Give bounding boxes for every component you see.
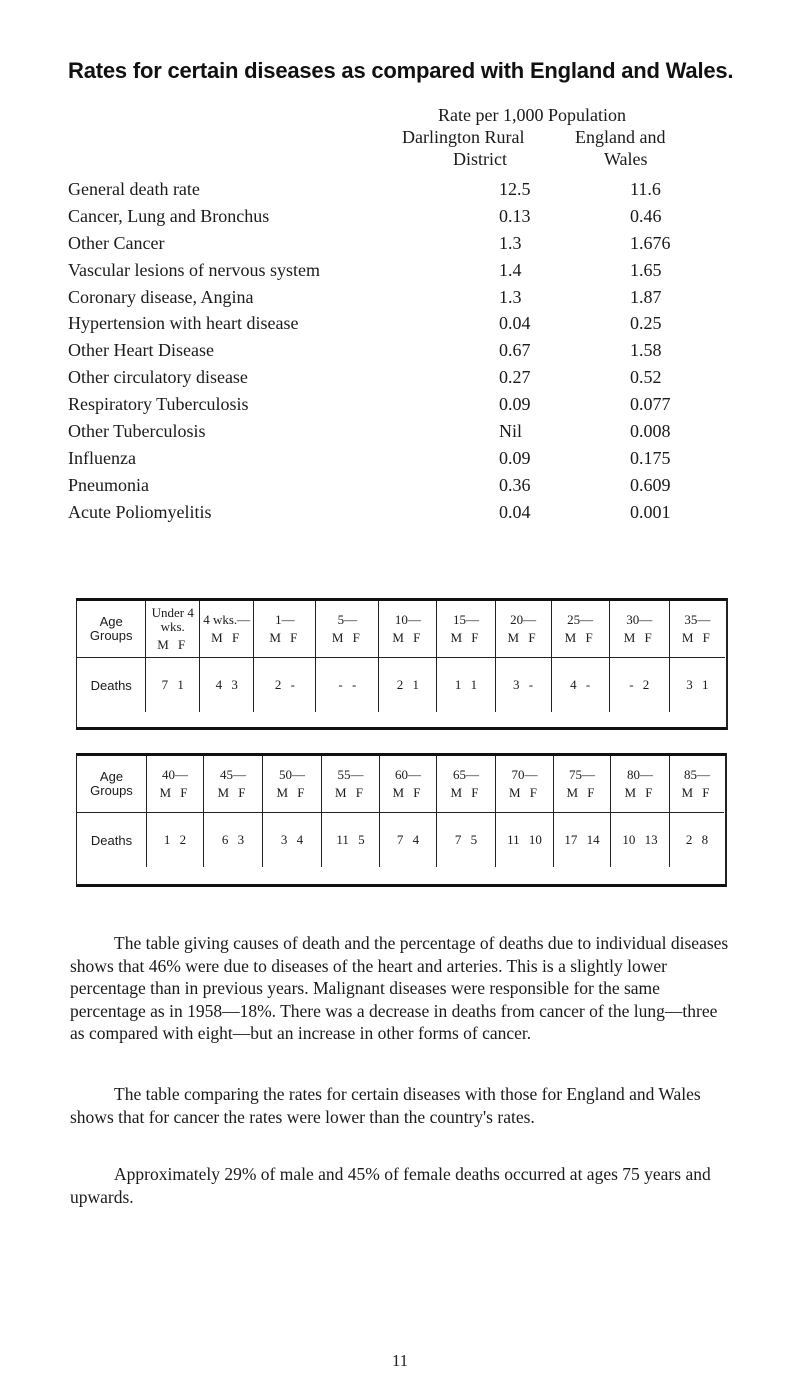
age-group-cell xyxy=(551,601,609,658)
rate-label: Other Heart Disease xyxy=(68,340,214,361)
sex-label: M F xyxy=(624,785,656,800)
rate-label: Hypertension with heart disease xyxy=(68,313,299,334)
age-groups-header: Age Groups xyxy=(90,769,133,798)
deaths-cell: 1 1 xyxy=(437,658,495,713)
deaths-header: Deaths xyxy=(77,658,146,713)
rate-row xyxy=(68,233,728,260)
col-darlington-line1: Darlington Rural xyxy=(402,127,525,147)
england-rate: 0.25 xyxy=(630,313,662,334)
sex-label: M F xyxy=(392,785,424,800)
darlington-rate: 1.3 xyxy=(499,232,522,253)
rate-row xyxy=(68,502,728,529)
sex-label: M F xyxy=(564,630,596,645)
sex-label: M F xyxy=(211,630,243,645)
deaths-header: Deaths xyxy=(77,813,147,868)
deaths-cell: 3 - xyxy=(495,658,551,713)
sex-label: M F xyxy=(334,785,367,800)
age-group-label: 20— xyxy=(510,612,537,627)
darlington-rate: 0.36 xyxy=(499,474,531,495)
sex-label: M F xyxy=(566,785,598,800)
rate-label: Acute Poliomyelitis xyxy=(68,501,212,522)
deaths-cell: 7 5 xyxy=(437,813,496,868)
age-group-label: 15— xyxy=(452,612,479,627)
age-group-cell xyxy=(611,756,670,813)
rate-label: Vascular lesions of nervous system xyxy=(68,259,320,280)
page-number: 11 xyxy=(391,1351,409,1370)
england-rate: 0.52 xyxy=(630,367,662,388)
col-england-line2: Wales xyxy=(604,149,648,169)
rate-label: Other Cancer xyxy=(68,232,165,253)
age-group-cell xyxy=(437,756,496,813)
rate-row xyxy=(68,394,728,421)
age-group-cell xyxy=(254,601,316,658)
age-group-cell xyxy=(316,601,379,658)
age-group-label: 45— xyxy=(220,767,246,782)
sex-label: M F xyxy=(507,630,539,645)
age-table-1 xyxy=(77,601,725,712)
col-england-line1: England and xyxy=(575,127,666,147)
rate-row xyxy=(68,367,728,394)
age-group-label: 40— xyxy=(162,767,188,782)
age-group-label: 10— xyxy=(394,612,421,627)
sex-label: M F xyxy=(159,785,191,800)
age-group-label: 55— xyxy=(337,767,364,782)
age-table-2 xyxy=(77,756,724,867)
england-rate: 0.46 xyxy=(630,205,662,226)
deaths-cell: 2 8 xyxy=(670,813,725,868)
england-rate: 0.609 xyxy=(630,474,671,495)
rate-row xyxy=(68,448,728,475)
rate-row xyxy=(68,421,728,448)
sex-label: M F xyxy=(157,637,189,652)
england-rate: 0.175 xyxy=(630,447,671,468)
age-group-cell xyxy=(204,756,263,813)
rate-label: Other circulatory disease xyxy=(68,367,248,388)
paragraph-3: Approximately 29% of male and 45% of female deaths occurred at ages 75 years and upwards. xyxy=(70,1164,711,1207)
england-rate: 11.6 xyxy=(630,179,661,199)
sex-label: M F xyxy=(217,785,249,800)
age-group-cell xyxy=(609,601,669,658)
age-group-label: 60— xyxy=(395,767,421,782)
darlington-rate: 12.5 xyxy=(499,179,531,199)
rate-row xyxy=(68,179,728,206)
age-group-label: 65— xyxy=(453,767,479,782)
darlington-rate: 0.09 xyxy=(499,447,531,468)
deaths-cell: 6 3 xyxy=(204,813,263,868)
paragraph-2: The table comparing the rates for certain diseases with those for England and Wales shows that for cancer the rates were lower than the country's rates. xyxy=(70,1084,701,1127)
darlington-rate: 0.67 xyxy=(499,340,531,361)
rate-row xyxy=(68,475,728,502)
rate-label: Cancer, Lung and Bronchus xyxy=(68,205,270,226)
sex-label: M F xyxy=(508,785,541,800)
age-group-label: 70— xyxy=(511,767,538,782)
deaths-cell: - - xyxy=(316,658,379,713)
darlington-rate: 0.09 xyxy=(499,394,531,415)
england-rate: 0.001 xyxy=(630,501,671,522)
sex-label: M F xyxy=(681,630,713,645)
darlington-rate: 0.13 xyxy=(499,205,531,226)
sex-label: M F xyxy=(681,785,713,800)
rate-label: Influenza xyxy=(68,447,136,468)
age-group-label: 4 wks.— xyxy=(203,612,251,627)
deaths-cell: 10 13 xyxy=(611,813,670,868)
age-group-cell xyxy=(670,756,725,813)
england-rate: 1.87 xyxy=(630,286,662,307)
rate-row xyxy=(68,340,728,367)
age-group-cell xyxy=(322,756,380,813)
sex-label: M F xyxy=(450,630,482,645)
age-group-cell xyxy=(437,601,495,658)
rate-label: Coronary disease, Angina xyxy=(68,286,254,307)
age-group-cell xyxy=(200,601,254,658)
deaths-cell: 3 1 xyxy=(669,658,725,713)
deaths-cell: 7 4 xyxy=(380,813,437,868)
age-group-cell xyxy=(495,601,551,658)
age-group-label: 50— xyxy=(279,767,305,782)
age-group-cell xyxy=(496,756,554,813)
rate-row xyxy=(68,260,728,287)
england-rate: 0.077 xyxy=(630,394,671,415)
age-groups-header: Age Groups xyxy=(89,614,133,643)
age-group-label: 85— xyxy=(684,767,710,782)
england-rate: 1.676 xyxy=(630,232,671,253)
age-group-label: 1— xyxy=(275,612,295,627)
darlington-rate: 1.3 xyxy=(499,286,522,307)
deaths-cell: - 2 xyxy=(609,658,669,713)
england-rate: 1.65 xyxy=(630,259,662,280)
age-group-label: 35— xyxy=(684,612,711,627)
rate-header-top: Rate per 1,000 Population xyxy=(438,105,626,125)
deaths-cell: 11 5 xyxy=(322,813,380,868)
age-group-label: 30— xyxy=(626,612,653,627)
age-group-cell xyxy=(554,756,611,813)
deaths-cell: 1 2 xyxy=(147,813,204,868)
age-group-label: 5— xyxy=(337,612,358,627)
deaths-cell: 11 10 xyxy=(496,813,554,868)
col-darlington-line2: District xyxy=(453,149,507,169)
rate-label: Other Tuberculosis xyxy=(68,421,206,442)
paragraph-1: The table giving causes of death and the percentage of deaths due to individual diseases shows that 46% were due to diseases of the heart and arteries. This is a slightly lower percentage than in previous years. Malignant diseases were responsible for the same percentage as in 1958—18%. There was a decrease in deaths from cancer of the lung—three as compared with eight—but an increase in other forms of cancer. xyxy=(70,933,729,1043)
deaths-cell: 7 1 xyxy=(146,658,200,713)
sex-label: M F xyxy=(276,785,308,800)
age-group-cell xyxy=(263,756,322,813)
deaths-cell: 17 14 xyxy=(554,813,611,868)
deaths-cell: 2 1 xyxy=(379,658,437,713)
page-title: Rates for certain diseases as compared with England and Wales. xyxy=(68,58,734,83)
sex-label: M F xyxy=(269,630,301,645)
darlington-rate: 0.27 xyxy=(499,367,531,388)
rate-row xyxy=(68,313,728,340)
age-group-cell xyxy=(147,756,204,813)
deaths-cell: 3 4 xyxy=(263,813,322,868)
age-group-label: 25— xyxy=(567,612,594,627)
age-group-label: 75— xyxy=(569,767,595,782)
darlington-rate: 0.04 xyxy=(499,501,531,522)
age-group-label: Under 4 wks. xyxy=(151,605,194,634)
darlington-rate: 1.4 xyxy=(499,259,522,280)
age-group-cell xyxy=(669,601,725,658)
rate-table-body xyxy=(68,179,728,529)
rate-label: Respiratory Tuberculosis xyxy=(68,394,249,415)
sex-label: M F xyxy=(450,785,482,800)
deaths-cell: 2 - xyxy=(254,658,316,713)
age-group-cell xyxy=(146,601,200,658)
england-rate: 0.008 xyxy=(630,421,671,442)
darlington-rate: 0.04 xyxy=(499,313,531,334)
sex-label: M F xyxy=(623,630,655,645)
sex-label: M F xyxy=(392,630,424,645)
rate-row xyxy=(68,206,728,233)
sex-label: M F xyxy=(331,630,363,645)
age-group-label: 80— xyxy=(627,767,653,782)
age-group-cell xyxy=(379,601,437,658)
age-group-cell xyxy=(380,756,437,813)
rate-label: Pneumonia xyxy=(68,474,149,495)
darlington-rate: Nil xyxy=(499,421,523,442)
deaths-cell: 4 - xyxy=(551,658,609,713)
england-rate: 1.58 xyxy=(630,340,662,361)
rate-label: General death rate xyxy=(68,179,200,199)
rate-row xyxy=(68,287,728,314)
deaths-cell: 4 3 xyxy=(200,658,254,713)
